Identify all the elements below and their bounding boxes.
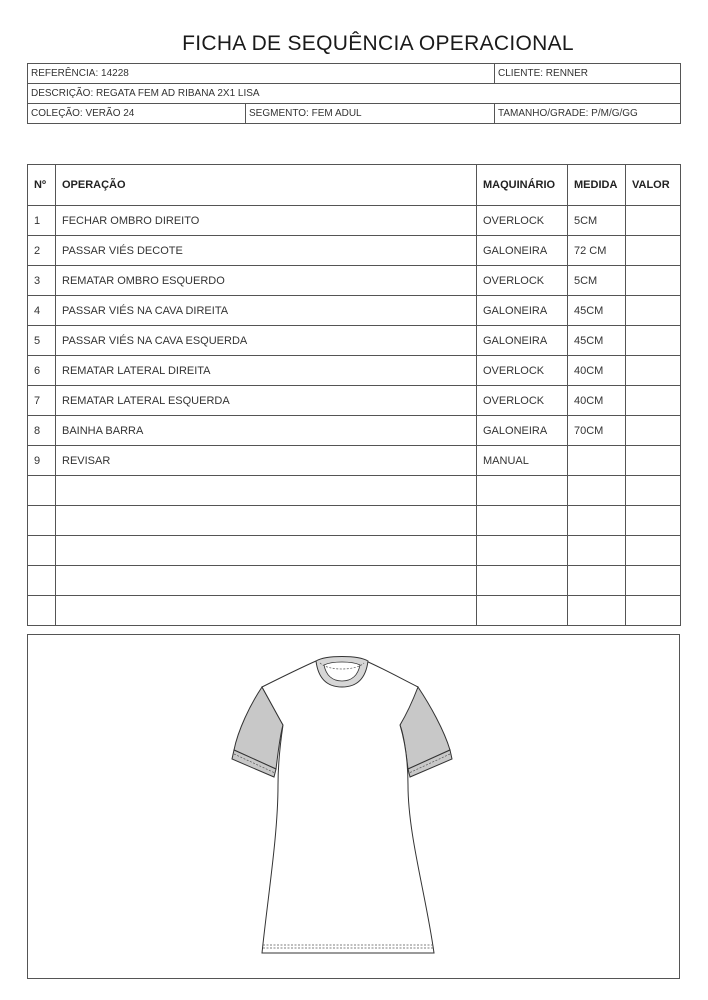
info-table (27, 63, 681, 124)
cell-operacao: REMATAR LATERAL ESQUERDA (56, 386, 477, 416)
cell-medida: 5CM (568, 206, 626, 236)
table-row (28, 326, 681, 356)
table-header-row (28, 165, 681, 206)
descricao-field: DESCRIÇÃO: REGATA FEM AD RIBANA 2X1 LISA (28, 84, 681, 104)
cell-valor (626, 266, 681, 296)
cell-operacao: PASSAR VIÉS NA CAVA DIREITA (56, 296, 477, 326)
cell-valor (626, 416, 681, 446)
cell-medida (568, 536, 626, 566)
table-row (28, 506, 681, 536)
cell-medida: 5CM (568, 266, 626, 296)
cell-maquinario: MANUAL (477, 446, 568, 476)
referencia-field: REFERÊNCIA: 14228 (28, 64, 495, 84)
cell-num (28, 566, 56, 596)
table-row (28, 416, 681, 446)
operations-table (27, 164, 681, 626)
cell-valor (626, 506, 681, 536)
cell-valor (626, 386, 681, 416)
cell-maquinario: GALONEIRA (477, 326, 568, 356)
cell-medida (568, 596, 626, 626)
cell-medida: 45CM (568, 296, 626, 326)
header-maquinario: MAQUINÁRIO (477, 165, 568, 206)
cell-operacao: PASSAR VIÉS NA CAVA ESQUERDA (56, 326, 477, 356)
cell-valor (626, 296, 681, 326)
cell-maquinario (477, 476, 568, 506)
header-operacao: OPERAÇÃO (56, 165, 477, 206)
cell-maquinario: GALONEIRA (477, 236, 568, 266)
table-row (28, 446, 681, 476)
cell-maquinario: GALONEIRA (477, 416, 568, 446)
cell-valor (626, 536, 681, 566)
tshirt-drawing-icon (28, 635, 681, 980)
page-title: FICHA DE SEQUÊNCIA OPERACIONAL (182, 32, 574, 55)
cell-medida: 40CM (568, 356, 626, 386)
cell-num (28, 596, 56, 626)
cell-num: 7 (28, 386, 56, 416)
cell-operacao: BAINHA BARRA (56, 416, 477, 446)
table-row (28, 296, 681, 326)
cell-maquinario: GALONEIRA (477, 296, 568, 326)
cell-operacao: FECHAR OMBRO DIREITO (56, 206, 477, 236)
header-num: Nº (28, 165, 56, 206)
header-valor: VALOR (626, 165, 681, 206)
cell-operacao (56, 476, 477, 506)
table-row (28, 266, 681, 296)
cell-medida: 70CM (568, 416, 626, 446)
table-row (28, 206, 681, 236)
tamanho-field: TAMANHO/GRADE: P/M/G/GG (495, 104, 681, 124)
cell-operacao (56, 506, 477, 536)
cell-valor (626, 206, 681, 236)
cell-num (28, 536, 56, 566)
table-row (28, 566, 681, 596)
cell-valor (626, 566, 681, 596)
cliente-field: CLIENTE: RENNER (495, 64, 681, 84)
cell-operacao (56, 596, 477, 626)
cell-num: 6 (28, 356, 56, 386)
cell-valor (626, 476, 681, 506)
cell-maquinario: OVERLOCK (477, 266, 568, 296)
table-row (28, 476, 681, 506)
cell-num: 2 (28, 236, 56, 266)
cell-operacao: PASSAR VIÉS DECOTE (56, 236, 477, 266)
cell-operacao: REMATAR LATERAL DIREITA (56, 356, 477, 386)
cell-num (28, 506, 56, 536)
table-row (28, 356, 681, 386)
cell-valor (626, 596, 681, 626)
cell-medida: 45CM (568, 326, 626, 356)
segmento-field: SEGMENTO: FEM ADUL (246, 104, 495, 124)
cell-num: 4 (28, 296, 56, 326)
cell-operacao (56, 566, 477, 596)
table-row (28, 236, 681, 266)
cell-medida (568, 566, 626, 596)
table-row (28, 386, 681, 416)
table-row (28, 536, 681, 566)
cell-maquinario (477, 596, 568, 626)
cell-medida (568, 446, 626, 476)
cell-medida: 72 CM (568, 236, 626, 266)
cell-num: 1 (28, 206, 56, 236)
cell-valor (626, 326, 681, 356)
cell-maquinario: OVERLOCK (477, 386, 568, 416)
cell-valor (626, 446, 681, 476)
table-row (28, 596, 681, 626)
sketch-box (27, 634, 680, 979)
cell-operacao (56, 536, 477, 566)
cell-valor (626, 356, 681, 386)
cell-valor (626, 236, 681, 266)
cell-medida: 40CM (568, 386, 626, 416)
cell-medida (568, 476, 626, 506)
tshirt-body (262, 661, 434, 953)
cell-medida (568, 506, 626, 536)
cell-num: 9 (28, 446, 56, 476)
cell-operacao: REMATAR OMBRO ESQUERDO (56, 266, 477, 296)
cell-num: 3 (28, 266, 56, 296)
cell-num: 5 (28, 326, 56, 356)
cell-maquinario (477, 566, 568, 596)
cell-maquinario: OVERLOCK (477, 356, 568, 386)
colecao-field: COLEÇÃO: VERÃO 24 (28, 104, 246, 124)
cell-maquinario (477, 536, 568, 566)
cell-maquinario (477, 506, 568, 536)
cell-num: 8 (28, 416, 56, 446)
cell-num (28, 476, 56, 506)
header-medida: MEDIDA (568, 165, 626, 206)
cell-maquinario: OVERLOCK (477, 206, 568, 236)
cell-operacao: REVISAR (56, 446, 477, 476)
